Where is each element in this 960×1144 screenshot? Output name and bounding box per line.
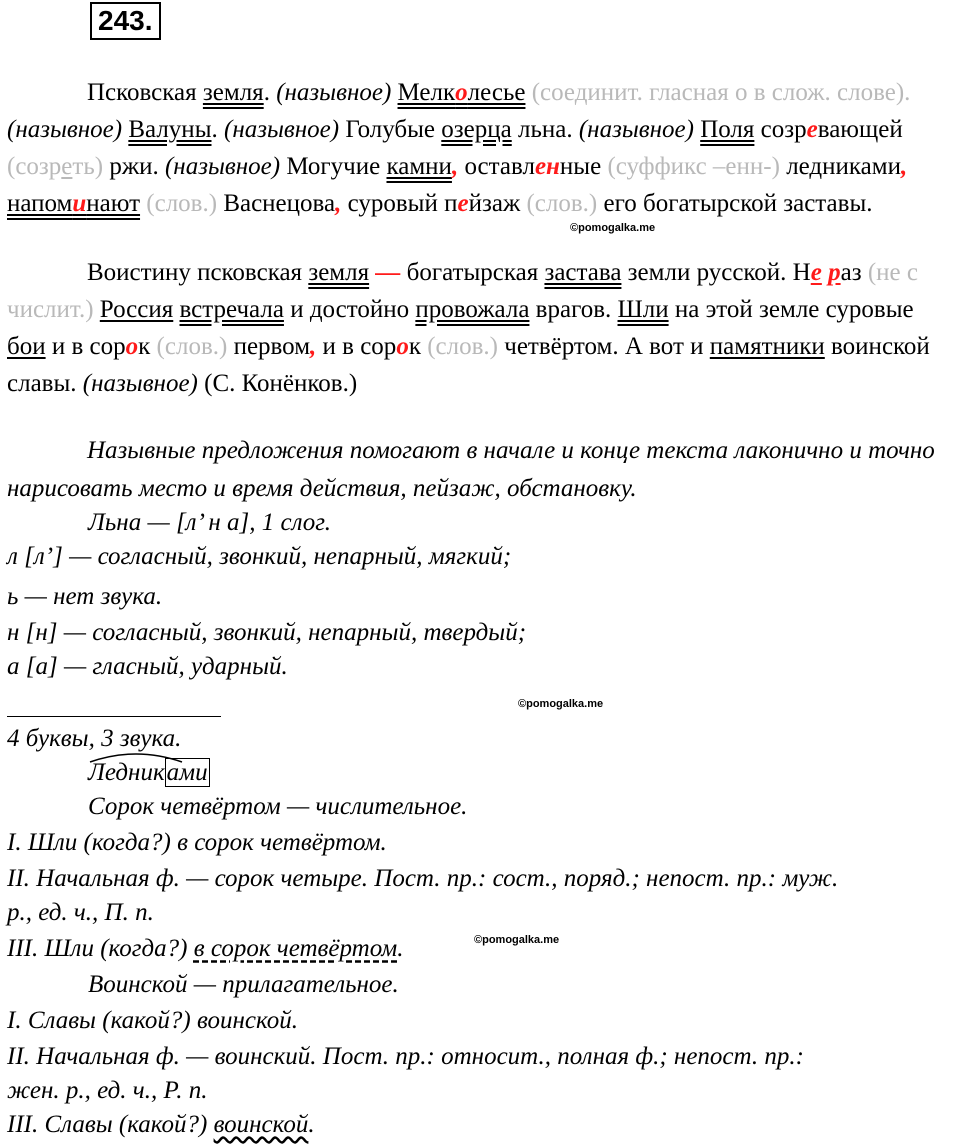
- phonetic-line: ь — нет звука.: [7, 583, 163, 610]
- morpheme-analysis: Ледниками: [88, 756, 210, 790]
- text-paragraph-1: Псковская земля. (назывное) Мелколесье (соединит. гласная о в слож. слове). (назывное) Валуны. (назывное) Голубые озерца льна. (назывное) Поля созревающей (созреть) ржи. (назывное) Могучие камни, оставленные (суффикс –енн-) ледниками, напоминают (слов.) Васнецова, суровый пейзаж (слов.) его богатырской заставы.: [7, 79, 911, 217]
- phonetic-line: л [л’] — согласный, звонкий, непарный, мягкий;: [7, 543, 512, 570]
- adjective-title: Воинской — прилагательное.: [88, 971, 399, 998]
- numeral-step-3: III. Шли (когда?) в сорок четвёртом.: [7, 935, 404, 962]
- ending-box: ами: [166, 759, 208, 786]
- phonetic-summary: 4 буквы, 3 звука.: [7, 725, 182, 752]
- conclusion-text: Назывные предложения помогают в начале и конце текста лаконично и точно нарисовать место и время действия, пейзаж, обстановку.: [7, 437, 935, 502]
- exercise-number: 243.: [90, 2, 161, 40]
- adjective-step-3: III. Славы (какой?) воинской.: [7, 1111, 315, 1138]
- adjective-step-1: I. Славы (какой?) воинской.: [7, 1007, 298, 1034]
- numeral-step-2: II. Начальная ф. — сорок четыре. Пост. пр.: сост., поряд.; непост. пр.: муж.: [7, 865, 839, 892]
- numeral-step-1: I. Шли (когда?) в сорок четвёртом.: [7, 829, 387, 856]
- phonetic-title: Льна — [л’ н а], 1 слог.: [88, 509, 331, 536]
- root-arc-icon: [88, 750, 184, 764]
- phonetic-line: а [а] — гласный, ударный.: [7, 653, 288, 680]
- adjective-step-2-cont: жен. р., ед. ч., Р. п.: [7, 1077, 208, 1104]
- text-paragraph-2: Воистину псковская земля — богатырская застава земли русской. Не раз (не с числит.) Россия встречала и достойно провожала врагов. Шли на этой земле суровые бои и в сорок (слов.) первом, и в сорок (слов.) четвёртом. А вот и памятники воинской славы. (назывное) (С. Конёнков.): [7, 259, 930, 397]
- watermark: ©pomogalka.me: [570, 222, 656, 234]
- adjective-step-2: II. Начальная ф. — воинский. Пост. пр.: относит., полная ф.; непост. пр.:: [7, 1043, 804, 1070]
- numeral-title: Сорок четвёртом — числительное.: [88, 793, 468, 820]
- phonetic-line: н [н] — согласный, звонкий, непарный, твердый;: [7, 619, 527, 646]
- watermark: ©pomogalka.me: [518, 698, 604, 710]
- watermark: ©pomogalka.me: [474, 934, 560, 946]
- numeral-step-2-cont: р., ед. ч., П. п.: [7, 899, 154, 926]
- divider: [7, 716, 221, 717]
